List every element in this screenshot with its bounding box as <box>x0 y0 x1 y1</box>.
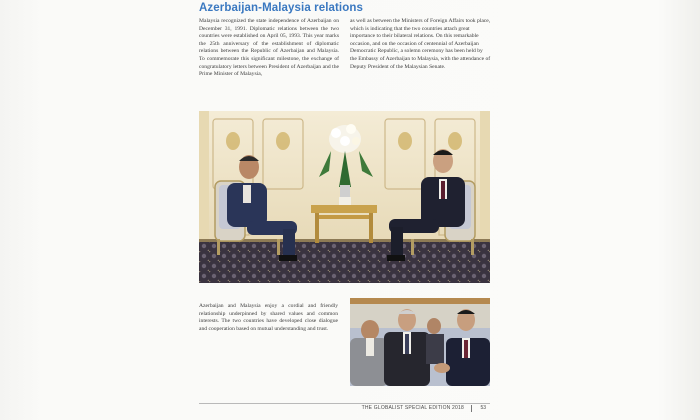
article-paragraph-2: as well as between the Ministers of Foreign Affairs took place, which is indicating that the two countries attach great importance to their bilateral relations. On this remarkable occasion, and on the occasion of centennial of Azerbaijan Democratic Republic, a solemn ceremony has been held by the Embassy of Azerbaijan to Malaysia, with the attendance of Deputy President of the Malaysian Senate. <box>350 18 491 70</box>
article-paragraph-1: Malaysia recognized the state independence of Azerbaijan on December 31, 1991. Diplomatic relations between the two countries were established on April 05, 1993. This year marks the 25th anniversary of the establishment of diplomatic relations between the Republic of Azerbaijan and Malaysia. To commemorate this significant milestone, the exchange of congratulatory letters between President of Azerbaijan and the Prime Minister of Malaysia, <box>199 18 339 78</box>
footer-separator <box>471 405 472 412</box>
reception-photo <box>350 298 490 386</box>
reception-photo-illustration <box>350 298 490 386</box>
meeting-photo-illustration <box>199 111 490 283</box>
footer-publication: THE GLOBALIST SPECIAL EDITION 2018 <box>361 405 464 411</box>
page-footer <box>199 403 490 414</box>
footer-page-number: 53 <box>480 405 486 411</box>
article-title: Azerbaijan-Malaysia relations <box>199 2 363 14</box>
meeting-photo <box>199 111 490 283</box>
article-paragraph-3: Azerbaijan and Malaysia enjoy a cordial and friendly relationship underpinned by shared values and common interests. The two countries have developed close dialogue and cooperation based on mutual understanding and trust. <box>199 303 338 332</box>
